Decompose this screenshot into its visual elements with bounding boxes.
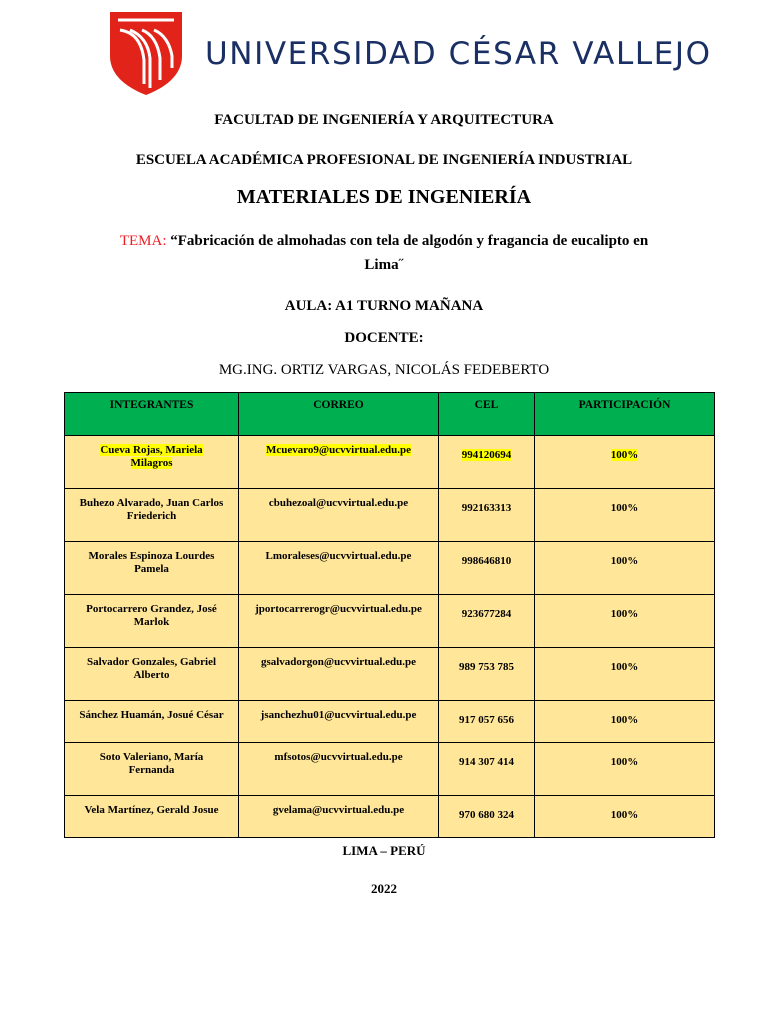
member-participation: 100% <box>535 489 715 542</box>
member-participation: 100% <box>535 595 715 648</box>
member-participation-cell <box>535 436 715 489</box>
member-cel: 989 753 785 <box>439 648 535 701</box>
header-participacion: PARTICIPACIÓN <box>535 393 715 436</box>
member-name: Morales Espinoza Lourdes Pamela <box>65 542 239 595</box>
member-name-cell <box>65 436 239 489</box>
table-row <box>65 648 715 701</box>
member-email: jportocarrerogr@ucvvirtual.edu.pe <box>239 595 439 648</box>
member-name: Buhezo Alvarado, Juan Carlos Friederich <box>65 489 239 542</box>
member-email: gsalvadorgon@ucvvirtual.edu.pe <box>239 648 439 701</box>
topic-line-2 <box>0 257 768 274</box>
member-participation: 100% <box>535 542 715 595</box>
course-title: MATERIALES DE INGENIERÍA <box>236 186 532 208</box>
topic-close-quote: ˝ <box>398 257 404 273</box>
member-email: jsanchezhu01@ucvvirtual.edu.pe <box>239 701 439 743</box>
member-participation: 100% <box>610 449 639 461</box>
table-row <box>65 595 715 648</box>
table-row <box>65 489 715 542</box>
member-email: mfsotos@ucvvirtual.edu.pe <box>239 743 439 796</box>
member-name: Cueva Rojas, Mariela Milagros <box>100 444 203 469</box>
member-cel: 994120694 <box>461 449 512 461</box>
member-name: Vela Martínez, Gerald Josue <box>65 796 239 838</box>
table-row <box>65 436 715 489</box>
table-header-row <box>65 393 715 436</box>
member-participation: 100% <box>535 648 715 701</box>
header-integrantes: INTEGRANTES <box>65 393 239 436</box>
table-row <box>65 701 715 743</box>
teacher-name: MG.ING. ORTIZ VARGAS, NICOLÁS FEDEBERTO <box>218 362 550 378</box>
member-name: Soto Valeriano, María Fernanda <box>65 743 239 796</box>
member-participation: 100% <box>535 701 715 743</box>
table-row <box>65 542 715 595</box>
university-shield-icon <box>108 10 184 96</box>
members-table <box>64 392 715 838</box>
member-name: Sánchez Huamán, Josué César <box>65 701 239 743</box>
place: LIMA – PERÚ <box>342 843 426 858</box>
member-participation: 100% <box>535 743 715 796</box>
topic-text-end: Lima <box>364 257 399 273</box>
member-name: Portocarrero Grandez, José Marlok <box>65 595 239 648</box>
member-cel: 914 307 414 <box>439 743 535 796</box>
topic-text: “Fabricación de almohadas con tela de algodón y fragancia de eucalipto en <box>170 233 649 249</box>
member-cel: 970 680 324 <box>439 796 535 838</box>
header-cel: CEL <box>439 393 535 436</box>
topic-label: TEMA: <box>119 233 167 249</box>
school-title: ESCUELA ACADÉMICA PROFESIONAL DE INGENIERÍA INDUSTRIAL <box>135 152 633 168</box>
university-name: UNIVERSIDAD CÉSAR VALLEJO <box>205 36 712 72</box>
university-logo <box>108 10 712 96</box>
member-cel: 998646810 <box>439 542 535 595</box>
member-cel: 923677284 <box>439 595 535 648</box>
member-email: gvelama@ucvvirtual.edu.pe <box>239 796 439 838</box>
member-cel-cell <box>439 436 535 489</box>
member-cel: 992163313 <box>439 489 535 542</box>
member-email-cell <box>239 436 439 489</box>
table-row <box>65 743 715 796</box>
member-email: Mcuevaro9@ucvvirtual.edu.pe <box>265 444 412 456</box>
year: 2022 <box>371 881 397 896</box>
table-row <box>65 796 715 838</box>
teacher-label: DOCENTE: <box>344 330 424 346</box>
member-participation: 100% <box>535 796 715 838</box>
header-correo: CORREO <box>239 393 439 436</box>
faculty-title: FACULTAD DE INGENIERÍA Y ARQUITECTURA <box>214 112 554 128</box>
topic-line-1 <box>0 233 768 250</box>
member-email: Lmoraleses@ucvvirtual.edu.pe <box>239 542 439 595</box>
member-name: Salvador Gonzales, Gabriel Alberto <box>65 648 239 701</box>
member-cel: 917 057 656 <box>439 701 535 743</box>
classroom-info: AULA: A1 TURNO MAÑANA <box>284 298 484 314</box>
member-email: cbuhezoal@ucvvirtual.edu.pe <box>239 489 439 542</box>
